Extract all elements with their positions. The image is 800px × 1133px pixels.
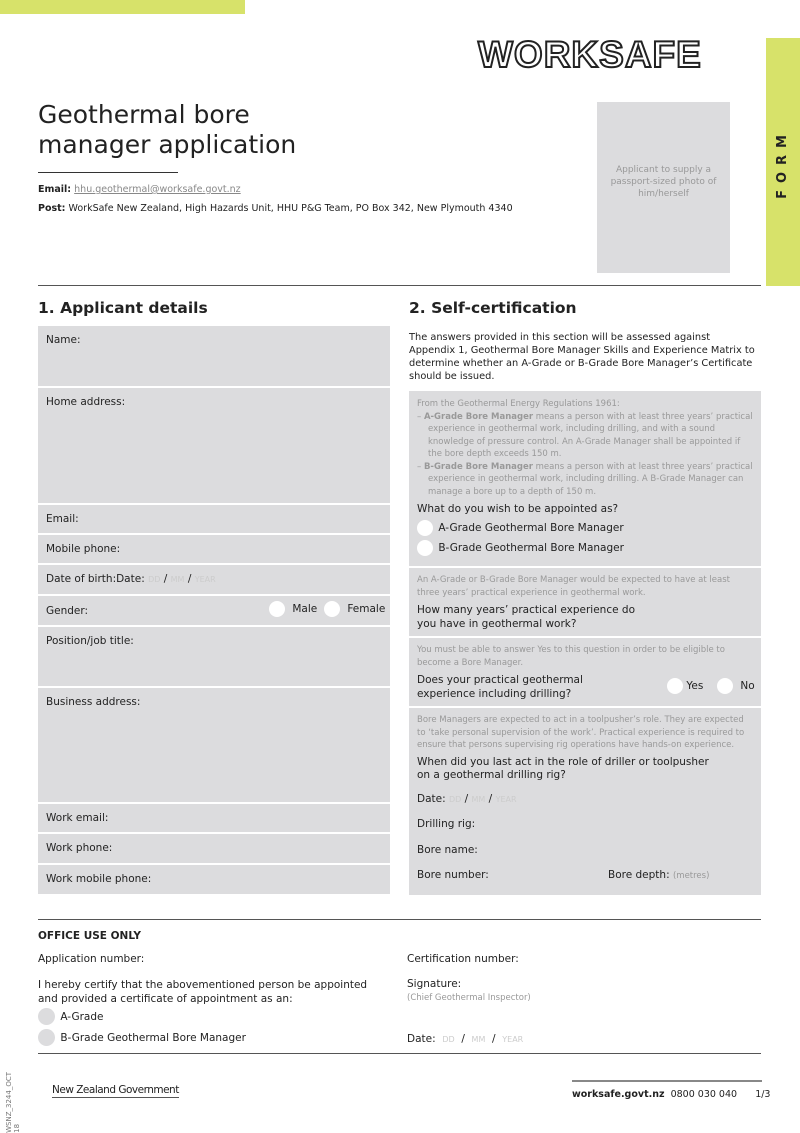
self-cert-panel [409,391,761,895]
certify-text: I hereby certify that the abovementioned person be appointed and provided a certificate of appointment as an: [38,979,368,1005]
website-link[interactable]: worksafe.govt.nz [572,1089,665,1100]
nz-government-logo: New Zealand Government [52,1084,179,1096]
a-grade-label: A-Grade [60,1010,104,1023]
mobile-field[interactable]: Mobile phone: [38,535,390,563]
application-number-field[interactable]: Application number: [38,953,145,965]
bore-number-field[interactable]: Bore number: Bore depth: (metres) [417,869,753,883]
office-a-grade-radio[interactable] [38,1008,55,1025]
home-address-field[interactable]: Home address: [38,388,390,503]
certification-number-field[interactable]: Certification number: [407,953,519,965]
bore-name-field[interactable]: Bore name: [417,843,478,856]
self-cert-heading: 2. Self-certification [409,299,577,317]
dob-field[interactable]: Date of birth:Date: DD / MM / YEAR [38,565,390,594]
work-phone-field[interactable]: Work phone: [38,834,390,863]
male-radio[interactable] [269,601,285,617]
business-address-field[interactable]: Business address: [38,688,390,802]
drilling-rig-field[interactable]: Drilling rig: [417,818,476,830]
office-b-grade-radio[interactable] [38,1029,55,1046]
worksafe-logo: WORKSAFE [478,34,702,75]
email-link[interactable]: hhu.geothermal@worksafe.govt.nz [74,184,241,195]
page-title: Geothermal bore manager application [38,100,297,159]
position-field[interactable]: Position/job title: [38,627,390,686]
form-code: WSNZ_3244_OCT 18 [5,1072,21,1133]
form-tab [766,38,800,286]
page-number: 1/3 [755,1089,771,1100]
drilling-section: You must be able to answer Yes to this question in order to be eligible to become a Bore Manager. Does your practical geothermal experience including drilling? Yes No [409,636,761,707]
divider [38,172,178,173]
grade-section: From the Geothermal Energy Regulations 1961: – A-Grade Bore Manager means a person with at least three years’ practical experience in geothermal work, including drilling, and with a sound knowledge of pressure control. An A-Grade Manager shall be appointed if the bore depth exceeds 150 m. – B-Grade Bore Manager means a person with at least three years’ practical experience in geothermal work, including drilling. A B-Grade Manager can manage a bore up to a depth of 150 m. What do you wish to be appointed as? A-Grade Geothermal Bore Manager B-Grade Geothermal Bore Manager [417,399,753,554]
name-field[interactable]: Name: [38,326,390,386]
yes-radio[interactable] [667,678,683,694]
b-grade-radio[interactable] [417,540,433,556]
work-mobile-field[interactable]: Work mobile phone: [38,865,390,894]
work-email-field[interactable]: Work email: [38,804,390,832]
last-date-field[interactable]: Date: DD / MM / YEAR [417,792,517,805]
divider [38,1053,761,1054]
no-radio[interactable] [717,678,733,694]
bore-depth-field[interactable]: Bore depth: (metres) [608,869,710,881]
signature-field[interactable]: Signature: [407,978,462,990]
divider [38,285,761,286]
toolpusher-section: Bore Managers are expected to act in a toolpusher’s role. They are expected to ‘take personal supervision of the work’. Practical experience is required to ensure that persons supervising rig operations have hands-on experience. When did you last act in the role of driller or toolpusher on a geothermal drilling rig? Date: DD / MM / YEAR Drilling rig: Bore name: Bore number: Bore depth: (metres) [409,706,761,889]
self-cert-intro: The answers provided in this section will be assessed against Appendix 1, Geothermal Bore Manager Skills and Experience Matrix to determine whether an A-Grade or B-Grade Bore Manager’s Certificate should be issued. [409,332,755,382]
email-field[interactable]: Email: [38,505,390,533]
contact-email: Email: hhu.geothermal@worksafe.govt.nz [38,184,241,195]
footer-contact: worksafe.govt.nz 0800 030 040 1/3 [572,1089,771,1100]
divider [38,919,761,920]
form-tab-label: FORM [775,128,790,199]
office-date-field[interactable]: Date: DD / MM / YEAR [407,1033,524,1045]
female-radio[interactable] [324,601,340,617]
a-grade-radio[interactable] [417,520,433,536]
contact-post: Post: WorkSafe New Zealand, High Hazards Unit, HHU P&G Team, PO Box 342, New Plymouth 4340 [38,203,513,214]
photo-placeholder[interactable]: Applicant to supply a passport-sized photo of him/herself [597,102,730,273]
divider [572,1080,762,1082]
office-heading: OFFICE USE ONLY [38,930,142,942]
b-grade-label: B-Grade Geothermal Bore Manager [60,1031,246,1044]
top-accent-bar [0,0,245,14]
gender-field: Gender: Male Female [38,596,390,625]
applicant-heading: 1. Applicant details [38,299,208,317]
experience-section[interactable]: An A-Grade or B-Grade Bore Manager would be expected to have at least three years’ practical experience in geothermal work. How many years’ practical experience do you have in geothermal work? [409,566,761,637]
chief-inspector-label: (Chief Geothermal Inspector) [407,993,531,1003]
